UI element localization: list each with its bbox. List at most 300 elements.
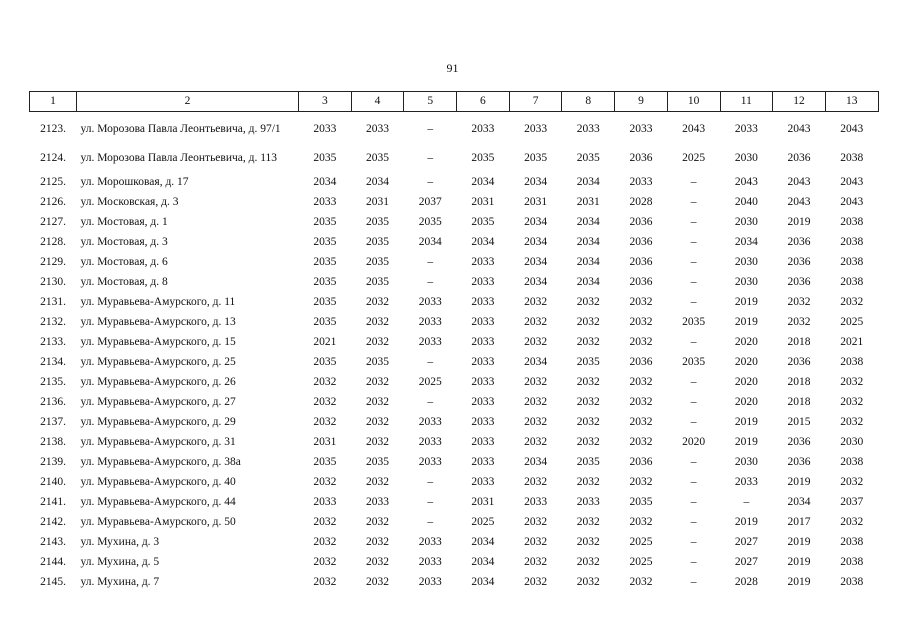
year-cell-col-4: 2033 [366,122,390,135]
year-cell-col-9: 2028 [629,196,653,208]
year-cell-col-6: 2035 [471,216,495,228]
year-cell-col-8: 2032 [576,296,600,308]
row-number: 2130. [40,276,66,288]
year-cell-col-11: 2027 [734,536,758,548]
year-cell-col-12: 2015 [787,416,811,428]
address-cell: ул. Муравьева-Амурского, д. 40 [80,476,236,488]
year-cell-col-10: – [690,476,697,488]
year-cell-col-7: 2032 [524,296,548,308]
year-cell-col-7: 2034 [524,356,548,368]
year-cell-col-8: 2032 [576,516,600,528]
year-cell-col-12: 2036 [787,436,811,448]
row-number: 2139. [40,456,66,468]
address-cell: ул. Муравьева-Амурского, д. 29 [80,416,236,428]
address-cell: ул. Муравьева-Амурского, д. 13 [80,316,236,328]
row-number: 2134. [40,356,66,368]
year-cell-col-5: – [427,276,434,288]
year-cell-col-3: 2021 [313,336,337,348]
year-cell-col-11: – [743,496,750,508]
year-cell-col-5: 2033 [418,576,442,588]
year-cell-col-12: 2018 [787,376,811,388]
column-header-4: 4 [351,92,404,112]
column-header-7: 7 [509,92,562,112]
year-cell-col-10: – [690,396,697,408]
table-row [30,272,879,292]
year-cell-col-10: – [690,416,697,428]
row-number: 2129. [40,256,66,268]
year-cell-col-5: – [427,476,434,488]
row-number: 2124. [40,151,66,164]
year-cell-col-4: 2032 [366,436,390,448]
table-row [30,252,879,272]
year-cell-col-4: 2033 [366,496,390,508]
year-cell-col-10: 2035 [682,356,706,368]
year-cell-col-6: 2033 [471,256,495,268]
year-cell-col-13: 2038 [840,536,864,548]
row-number: 2135. [40,376,66,388]
year-cell-col-8: 2032 [576,576,600,588]
address-cell: ул. Муравьева-Амурского, д. 25 [80,356,236,368]
year-cell-col-12: 2034 [787,496,811,508]
year-cell-col-4: 2032 [366,316,390,328]
page-number: 91 [446,61,459,75]
year-cell-col-11: 2019 [734,516,758,528]
table-row [30,312,879,332]
year-cell-col-7: 2032 [524,556,548,568]
year-cell-col-7: 2034 [524,456,548,468]
year-cell-col-13: 2038 [840,576,864,588]
year-cell-col-6: 2034 [471,556,495,568]
table-row [30,492,879,512]
address-cell: ул. Муравьева-Амурского, д. 44 [80,496,236,508]
year-cell-col-11: 2033 [734,476,758,488]
year-cell-col-9: 2036 [629,456,653,468]
year-cell-col-4: 2035 [366,276,390,288]
year-cell-col-11: 2019 [734,436,758,448]
year-cell-col-13: 2043 [840,122,864,135]
year-cell-col-10: – [690,556,697,568]
year-cell-col-13: 2032 [840,416,864,428]
row-number: 2138. [40,436,66,448]
year-cell-col-3: 2035 [313,456,337,468]
year-cell-col-4: 2032 [366,536,390,548]
year-cell-col-11: 2030 [734,456,758,468]
year-cell-col-10: – [690,216,697,228]
year-cell-col-8: 2032 [576,336,600,348]
address-cell: ул. Мухина, д. 3 [80,536,160,548]
year-cell-col-3: 2033 [313,196,337,208]
year-cell-col-13: 2038 [840,216,864,228]
table-row [30,212,879,232]
year-cell-col-3: 2035 [313,316,337,328]
year-cell-col-9: 2032 [629,436,653,448]
housing-schedule-table [29,91,879,592]
year-cell-col-6: 2033 [471,376,495,388]
row-number: 2131. [40,296,66,308]
row-number: 2132. [40,316,66,328]
year-cell-col-7: 2034 [524,216,548,228]
column-header-13: 13 [825,92,878,112]
year-cell-col-12: 2032 [787,316,811,328]
year-cell-col-8: 2032 [576,476,600,488]
year-cell-col-13: 2038 [840,256,864,268]
year-cell-col-11: 2040 [734,196,758,208]
row-number: 2145. [40,576,66,588]
year-cell-col-5: 2035 [418,216,442,228]
address-cell: ул. Муравьева-Амурского, д. 38а [80,456,241,468]
year-cell-col-6: 2033 [471,296,495,308]
year-cell-col-8: 2034 [576,256,600,268]
address-cell: ул. Муравьева-Амурского, д. 31 [80,436,236,448]
year-cell-col-13: 2038 [840,456,864,468]
table-row [30,172,879,192]
year-cell-col-8: 2035 [576,151,600,164]
year-cell-col-3: 2035 [313,276,337,288]
table-row [30,572,879,592]
year-cell-col-3: 2032 [313,536,337,548]
row-number: 2123. [40,122,66,135]
address-cell: ул. Муравьева-Амурского, д. 50 [80,516,236,528]
year-cell-col-8: 2031 [576,196,600,208]
row-number: 2144. [40,556,66,568]
year-cell-col-7: 2032 [524,516,548,528]
year-cell-col-12: 2036 [787,356,811,368]
year-cell-col-6: 2031 [471,496,495,508]
year-cell-col-11: 2030 [734,216,758,228]
year-cell-col-13: 2032 [840,476,864,488]
year-cell-col-3: 2032 [313,396,337,408]
year-cell-col-12: 2043 [787,176,811,188]
table-row [30,472,879,492]
year-cell-col-7: 2035 [524,151,548,164]
address-cell: ул. Морозова Павла Леонтьевича, д. 113 [80,151,278,164]
address-cell: ул. Муравьева-Амурского, д. 27 [80,396,236,408]
year-cell-col-13: 2043 [840,176,864,188]
year-cell-col-13: 2032 [840,516,864,528]
column-header-2: 2 [77,92,299,112]
year-cell-col-8: 2034 [576,236,600,248]
year-cell-col-9: 2032 [629,336,653,348]
table-row [30,232,879,252]
year-cell-col-10: – [690,236,697,248]
year-cell-col-4: 2035 [366,216,390,228]
year-cell-col-3: 2032 [313,416,337,428]
year-cell-col-3: 2035 [313,256,337,268]
year-cell-col-10: 2035 [682,316,706,328]
year-cell-col-4: 2032 [366,576,390,588]
column-header-9: 9 [615,92,668,112]
year-cell-col-9: 2033 [629,176,653,188]
year-cell-col-5: – [427,496,434,508]
year-cell-col-3: 2032 [313,576,337,588]
year-cell-col-10: – [690,336,697,348]
year-cell-col-9: 2032 [629,316,653,328]
year-cell-col-12: 2017 [787,516,811,528]
year-cell-col-4: 2035 [366,236,390,248]
year-cell-col-3: 2033 [313,122,337,135]
header-row [30,92,879,112]
year-cell-col-12: 2043 [787,122,811,135]
year-cell-col-5: – [427,176,434,188]
year-cell-col-5: 2025 [418,376,442,388]
year-cell-col-4: 2031 [366,196,390,208]
table-row [30,112,879,144]
year-cell-col-9: 2036 [629,356,653,368]
year-cell-col-5: – [427,396,434,408]
year-cell-col-11: 2030 [734,256,758,268]
year-cell-col-5: 2033 [418,316,442,328]
year-cell-col-11: 2034 [734,236,758,248]
year-cell-col-6: 2034 [471,176,495,188]
year-cell-col-5: 2033 [418,296,442,308]
year-cell-col-9: 2032 [629,296,653,308]
year-cell-col-8: 2035 [576,456,600,468]
year-cell-col-9: 2032 [629,516,653,528]
year-cell-col-13: 2038 [840,151,864,164]
year-cell-col-9: 2032 [629,576,653,588]
year-cell-col-13: 2032 [840,396,864,408]
year-cell-col-6: 2034 [471,236,495,248]
year-cell-col-9: 2036 [629,276,653,288]
year-cell-col-9: 2032 [629,416,653,428]
year-cell-col-7: 2033 [524,122,548,135]
year-cell-col-12: 2019 [787,476,811,488]
year-cell-col-11: 2028 [734,576,758,588]
year-cell-col-10: – [690,516,697,528]
column-header-8: 8 [562,92,615,112]
address-cell: ул. Морошковая, д. 17 [80,176,189,188]
year-cell-col-4: 2032 [366,416,390,428]
year-cell-col-11: 2043 [734,176,758,188]
table-body [30,112,879,593]
year-cell-col-12: 2019 [787,556,811,568]
year-cell-col-3: 2031 [313,436,337,448]
year-cell-col-6: 2033 [471,336,495,348]
year-cell-col-6: 2033 [471,316,495,328]
column-header-3: 3 [299,92,352,112]
year-cell-col-13: 2043 [840,196,864,208]
year-cell-col-8: 2034 [576,276,600,288]
year-cell-col-13: 2021 [840,336,864,348]
year-cell-col-9: 2036 [629,236,653,248]
year-cell-col-7: 2032 [524,316,548,328]
column-header-6: 6 [457,92,510,112]
row-number: 2127. [40,216,66,228]
year-cell-col-13: 2038 [840,556,864,568]
year-cell-col-6: 2033 [471,476,495,488]
year-cell-col-5: – [427,151,434,164]
table-row [30,552,879,572]
year-cell-col-12: 2036 [787,456,811,468]
year-cell-col-9: 2036 [629,151,653,164]
year-cell-col-6: 2025 [471,516,495,528]
row-number: 2140. [40,476,66,488]
year-cell-col-10: – [690,456,697,468]
year-cell-col-3: 2033 [313,496,337,508]
year-cell-col-10: – [690,196,697,208]
year-cell-col-13: 2038 [840,276,864,288]
year-cell-col-6: 2033 [471,396,495,408]
year-cell-col-4: 2035 [366,151,390,164]
year-cell-col-3: 2032 [313,476,337,488]
year-cell-col-3: 2035 [313,216,337,228]
year-cell-col-7: 2034 [524,236,548,248]
year-cell-col-13: 2038 [840,236,864,248]
year-cell-col-12: 2019 [787,216,811,228]
year-cell-col-6: 2033 [471,356,495,368]
year-cell-col-6: 2033 [471,416,495,428]
year-cell-col-9: 2036 [629,256,653,268]
year-cell-col-5: 2033 [418,556,442,568]
year-cell-col-5: – [427,256,434,268]
row-number: 2128. [40,236,66,248]
year-cell-col-3: 2032 [313,556,337,568]
year-cell-col-8: 2032 [576,536,600,548]
year-cell-col-12: 2032 [787,296,811,308]
year-cell-col-8: 2032 [576,376,600,388]
year-cell-col-7: 2034 [524,276,548,288]
year-cell-col-4: 2032 [366,556,390,568]
year-cell-col-10: – [690,276,697,288]
year-cell-col-9: 2025 [629,536,653,548]
year-cell-col-7: 2031 [524,196,548,208]
year-cell-col-8: 2034 [576,176,600,188]
row-number: 2143. [40,536,66,548]
table-row [30,432,879,452]
year-cell-col-7: 2033 [524,496,548,508]
year-cell-col-10: – [690,376,697,388]
year-cell-col-11: 2020 [734,356,758,368]
year-cell-col-13: 2030 [840,436,864,448]
address-cell: ул. Муравьева-Амурского, д. 26 [80,376,236,388]
column-header-5: 5 [404,92,457,112]
year-cell-col-9: 2036 [629,216,653,228]
year-cell-col-4: 2032 [366,336,390,348]
year-cell-col-4: 2032 [366,476,390,488]
year-cell-col-8: 2032 [576,396,600,408]
year-cell-col-4: 2032 [366,296,390,308]
year-cell-col-11: 2030 [734,276,758,288]
year-cell-col-5: 2034 [418,236,442,248]
year-cell-col-12: 2036 [787,276,811,288]
year-cell-col-6: 2034 [471,536,495,548]
year-cell-col-7: 2032 [524,396,548,408]
address-cell: ул. Мостовая, д. 6 [80,256,168,268]
table-header [30,92,879,112]
year-cell-col-11: 2020 [734,376,758,388]
year-cell-col-5: – [427,356,434,368]
table-row [30,512,879,532]
address-cell: ул. Мухина, д. 7 [80,576,160,588]
table-row [30,352,879,372]
row-number: 2136. [40,396,66,408]
year-cell-col-3: 2034 [313,176,337,188]
year-cell-col-5: 2033 [418,336,442,348]
year-cell-col-5: 2033 [418,536,442,548]
column-header-1: 1 [30,92,77,112]
year-cell-col-11: 2020 [734,336,758,348]
year-cell-col-12: 2018 [787,336,811,348]
year-cell-col-12: 2019 [787,536,811,548]
year-cell-col-10: 2020 [682,436,706,448]
table-row [30,372,879,392]
year-cell-col-12: 2036 [787,151,811,164]
year-cell-col-5: 2037 [418,196,442,208]
year-cell-col-5: 2033 [418,436,442,448]
address-cell: ул. Московская, д. 3 [80,196,179,208]
year-cell-col-11: 2019 [734,296,758,308]
row-number: 2142. [40,516,66,528]
address-cell: ул. Муравьева-Амурского, д. 15 [80,336,236,348]
year-cell-col-10: – [690,576,697,588]
address-cell: ул. Мостовая, д. 1 [80,216,168,228]
year-cell-col-7: 2034 [524,176,548,188]
year-cell-col-12: 2043 [787,196,811,208]
year-cell-col-11: 2019 [734,416,758,428]
table-row [30,452,879,472]
year-cell-col-10: – [690,176,697,188]
table-row [30,332,879,352]
address-cell: ул. Морозова Павла Леонтьевича, д. 97/1 [80,122,281,135]
year-cell-col-9: 2033 [629,122,653,135]
column-header-10: 10 [667,92,720,112]
year-cell-col-6: 2033 [471,276,495,288]
year-cell-col-13: 2032 [840,376,864,388]
year-cell-col-8: 2033 [576,122,600,135]
address-cell: ул. Мостовая, д. 3 [80,236,168,248]
year-cell-col-13: 2037 [840,496,864,508]
year-cell-col-10: – [690,256,697,268]
year-cell-col-11: 2030 [734,151,758,164]
year-cell-col-11: 2033 [734,122,758,135]
row-number: 2126. [40,196,66,208]
year-cell-col-13: 2025 [840,316,864,328]
year-cell-col-6: 2033 [471,436,495,448]
year-cell-col-7: 2034 [524,256,548,268]
year-cell-col-7: 2032 [524,436,548,448]
table-row [30,532,879,552]
year-cell-col-4: 2035 [366,356,390,368]
year-cell-col-6: 2031 [471,196,495,208]
year-cell-col-3: 2032 [313,516,337,528]
year-cell-col-3: 2035 [313,356,337,368]
year-cell-col-6: 2034 [471,576,495,588]
year-cell-col-10: 2025 [682,151,706,164]
year-cell-col-7: 2032 [524,416,548,428]
column-header-12: 12 [773,92,826,112]
row-number: 2141. [40,496,66,508]
year-cell-col-5: 2033 [418,456,442,468]
year-cell-col-7: 2032 [524,376,548,388]
year-cell-col-4: 2035 [366,456,390,468]
row-number: 2133. [40,336,66,348]
address-cell: ул. Мостовая, д. 8 [80,276,168,288]
year-cell-col-13: 2038 [840,356,864,368]
year-cell-col-8: 2032 [576,316,600,328]
year-cell-col-4: 2034 [366,176,390,188]
year-cell-col-8: 2032 [576,416,600,428]
column-header-11: 11 [720,92,773,112]
year-cell-col-12: 2019 [787,576,811,588]
year-cell-col-9: 2032 [629,376,653,388]
year-cell-col-9: 2032 [629,476,653,488]
year-cell-col-7: 2032 [524,476,548,488]
year-cell-col-3: 2035 [313,296,337,308]
year-cell-col-5: 2033 [418,416,442,428]
year-cell-col-7: 2032 [524,336,548,348]
year-cell-col-10: 2043 [682,122,706,135]
year-cell-col-6: 2035 [471,151,495,164]
